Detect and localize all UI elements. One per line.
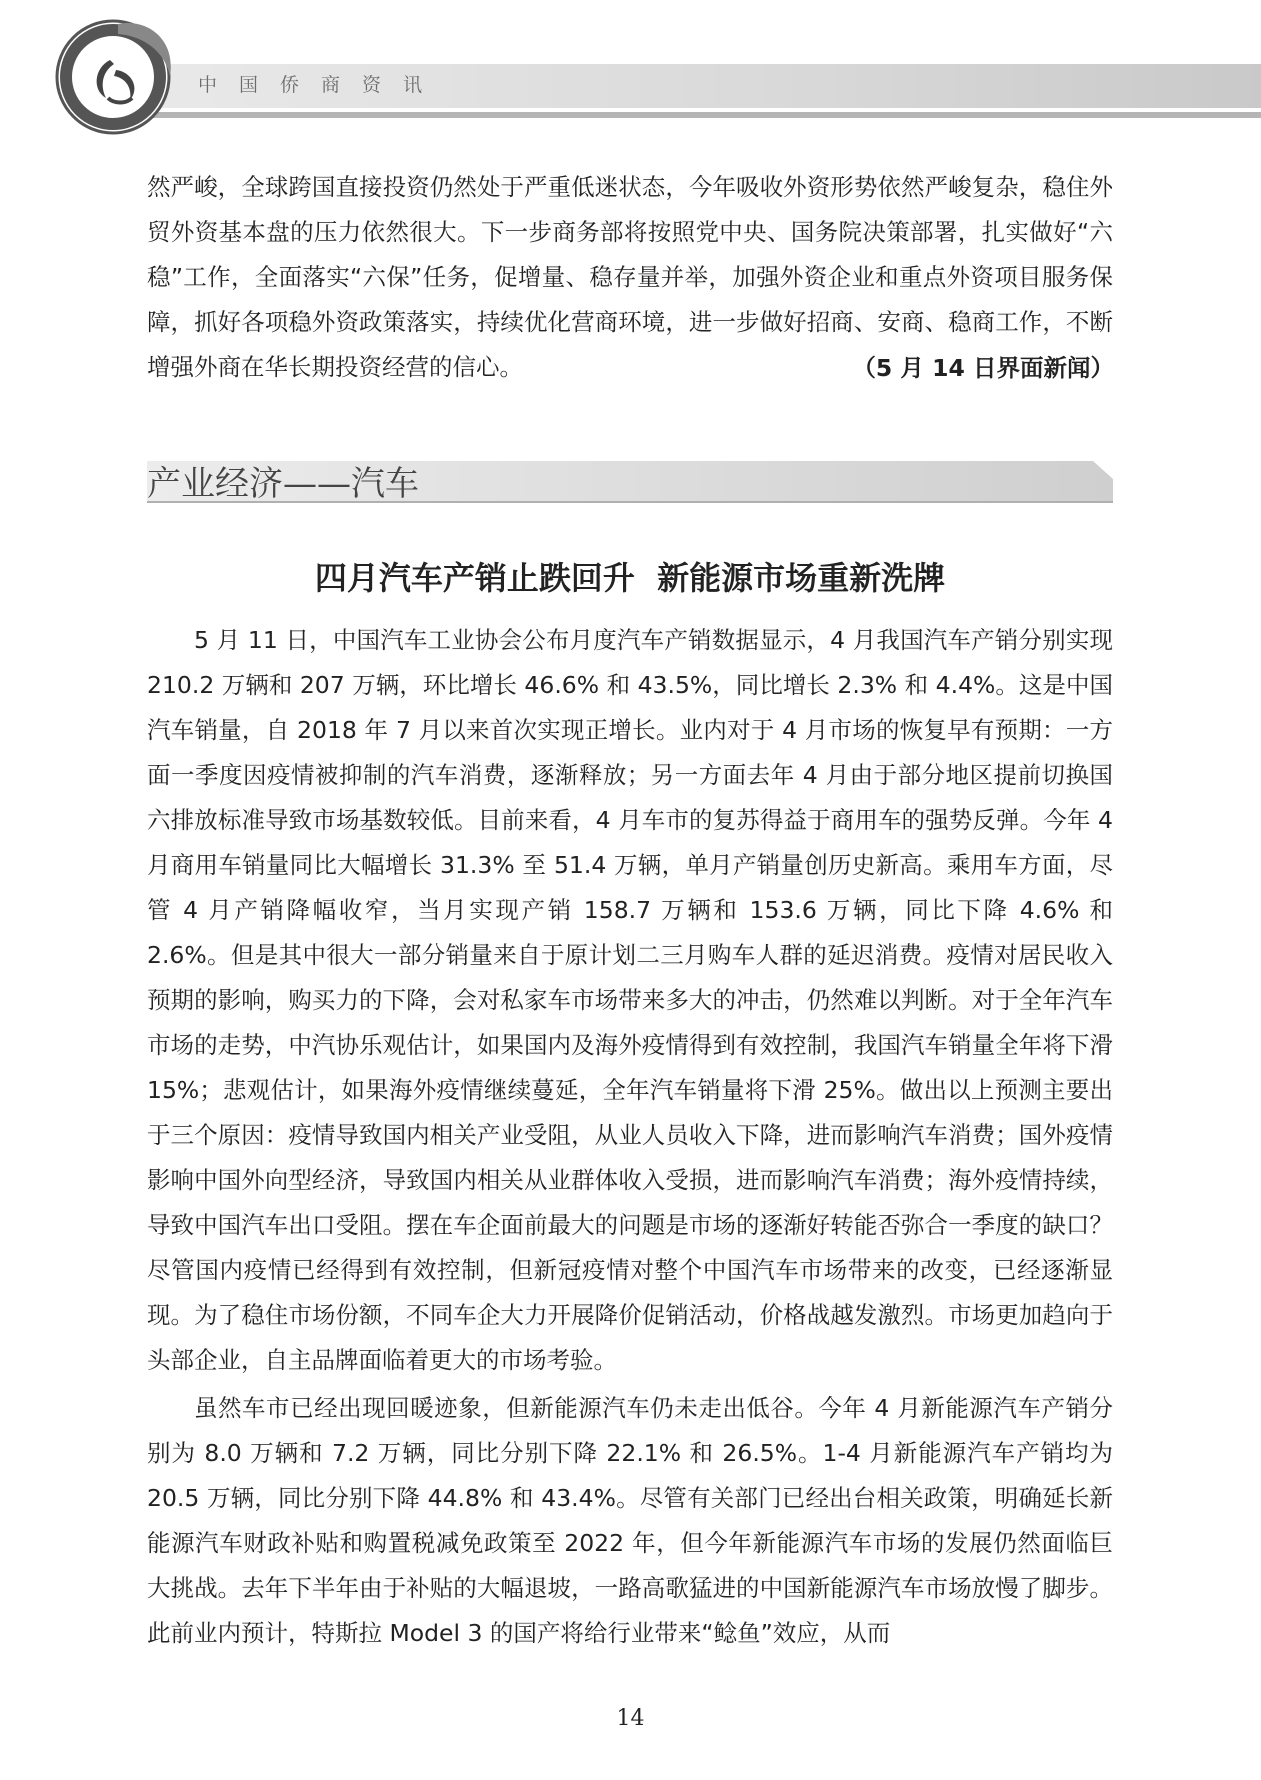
article-paragraph-2: 虽然车市已经出现回暖迹象，但新能源汽车仍未走出低谷。今年 4 月新能源汽车产销分别为 8.0 万辆和 7.2 万辆，同比分别下降 22.1% 和 26.5%。1-4 月新能源汽车产销均为 20.5 万辆，同比分别下降 44.8% 和 43.4%。尽管有关部门已经出台相关政策，明确延长新能源汽车财政补贴和购置税减免政策至 2022 年，但今年新能源汽车市场的发展仍然面临巨大挑战。去年下半年由于补贴的大幅退坡，一路高歌猛进的中国新能源汽车市场放慢了脚步。此前业内预计，特斯拉 Model 3 的国产将给行业带来“鲶鱼”效应，从而	[147, 1394, 1113, 1647]
article-title: 四月汽车产销止跌回升 新能源市场重新洗牌	[314, 559, 946, 597]
section-heading	[147, 461, 1113, 503]
header-band-shadow	[150, 112, 1261, 118]
section-title: 产业经济——汽车	[147, 464, 419, 504]
intro-paragraph: 然严峻，全球跨国直接投资仍然处于严重低迷状态，今年吸收外资形势依然严峻复杂，稳住外贸外资基本盘的压力依然很大。下一步商务部将按照党中央、国务院决策部署，扎实做好“六稳”工作，全面落实“六保”任务，促增量、稳存量并举，加强外资企业和重点外资项目服务保障，抓好各项稳外资政策落实，持续优化营商环境，进一步做好招商、安商、稳商工作，不断增强外商在华长期投资经营的信心。	[147, 173, 1113, 381]
publication-logo-icon	[48, 12, 178, 142]
publication-title: 中国侨商资讯	[198, 74, 445, 96]
page-number: 14	[616, 1706, 645, 1731]
intro-source: （5 月 14 日界面新闻）	[852, 354, 1114, 382]
article-paragraph-1: 5 月 11 日，中国汽车工业协会公布月度汽车产销数据显示，4 月我国汽车产销分别实现 210.2 万辆和 207 万辆，环比增长 46.6% 和 43.5%，同比增长 2.3% 和 4.4%。这是中国汽车销量，自 2018 年 7 月以来首次实现正增长。业内对于 4 月市场的恢复早有预期：一方面一季度因疫情被抑制的汽车消费，逐渐释放；另一方面去年 4 月由于部分地区提前切换国六排放标准导致市场基数较低。目前来看，4 月车市的复苏得益于商用车的强势反弹。今年 4 月商用车销量同比大幅增长 31.3% 至 51.4 万辆，单月产销量创历史新高。乘用车方面，尽管 4 月产销降幅收窄，当月实现产销 158.7 万辆和 153.6 万辆，同比下降 4.6% 和 2.6%。但是其中很大一部分销量来自于原计划二三月购车人群的延迟消费。疫情对居民收入预期的影响，购买力的下降，会对私家车市场带来多大的冲击，仍然难以判断。对于全年汽车市场的走势，中汽协乐观估计，如果国内及海外疫情得到有效控制，我国汽车销量全年将下滑 15%；悲观估计，如果海外疫情继续蔓延，全年汽车销量将下滑 25%。做出以上预测主要出于三个原因：疫情导致国内相关产业受阻，从业人员收入下降，进而影响汽车消费；国外疫情影响中国外向型经济，导致国内相关从业群体收入受损，进而影响汽车消费；海外疫情持续，导致中国汽车出口受阻。摆在车企面前最大的问题是市场的逐渐好转能否弥合一季度的缺口？尽管国内疫情已经得到有效控制，但新冠疫情对整个中国汽车市场带来的改变，已经逐渐显现。为了稳住市场份额，不同车企大力开展降价促销活动，价格战越发激烈。市场更加趋向于头部企业，自主品牌面临着更大的市场考验。	[147, 626, 1113, 1374]
